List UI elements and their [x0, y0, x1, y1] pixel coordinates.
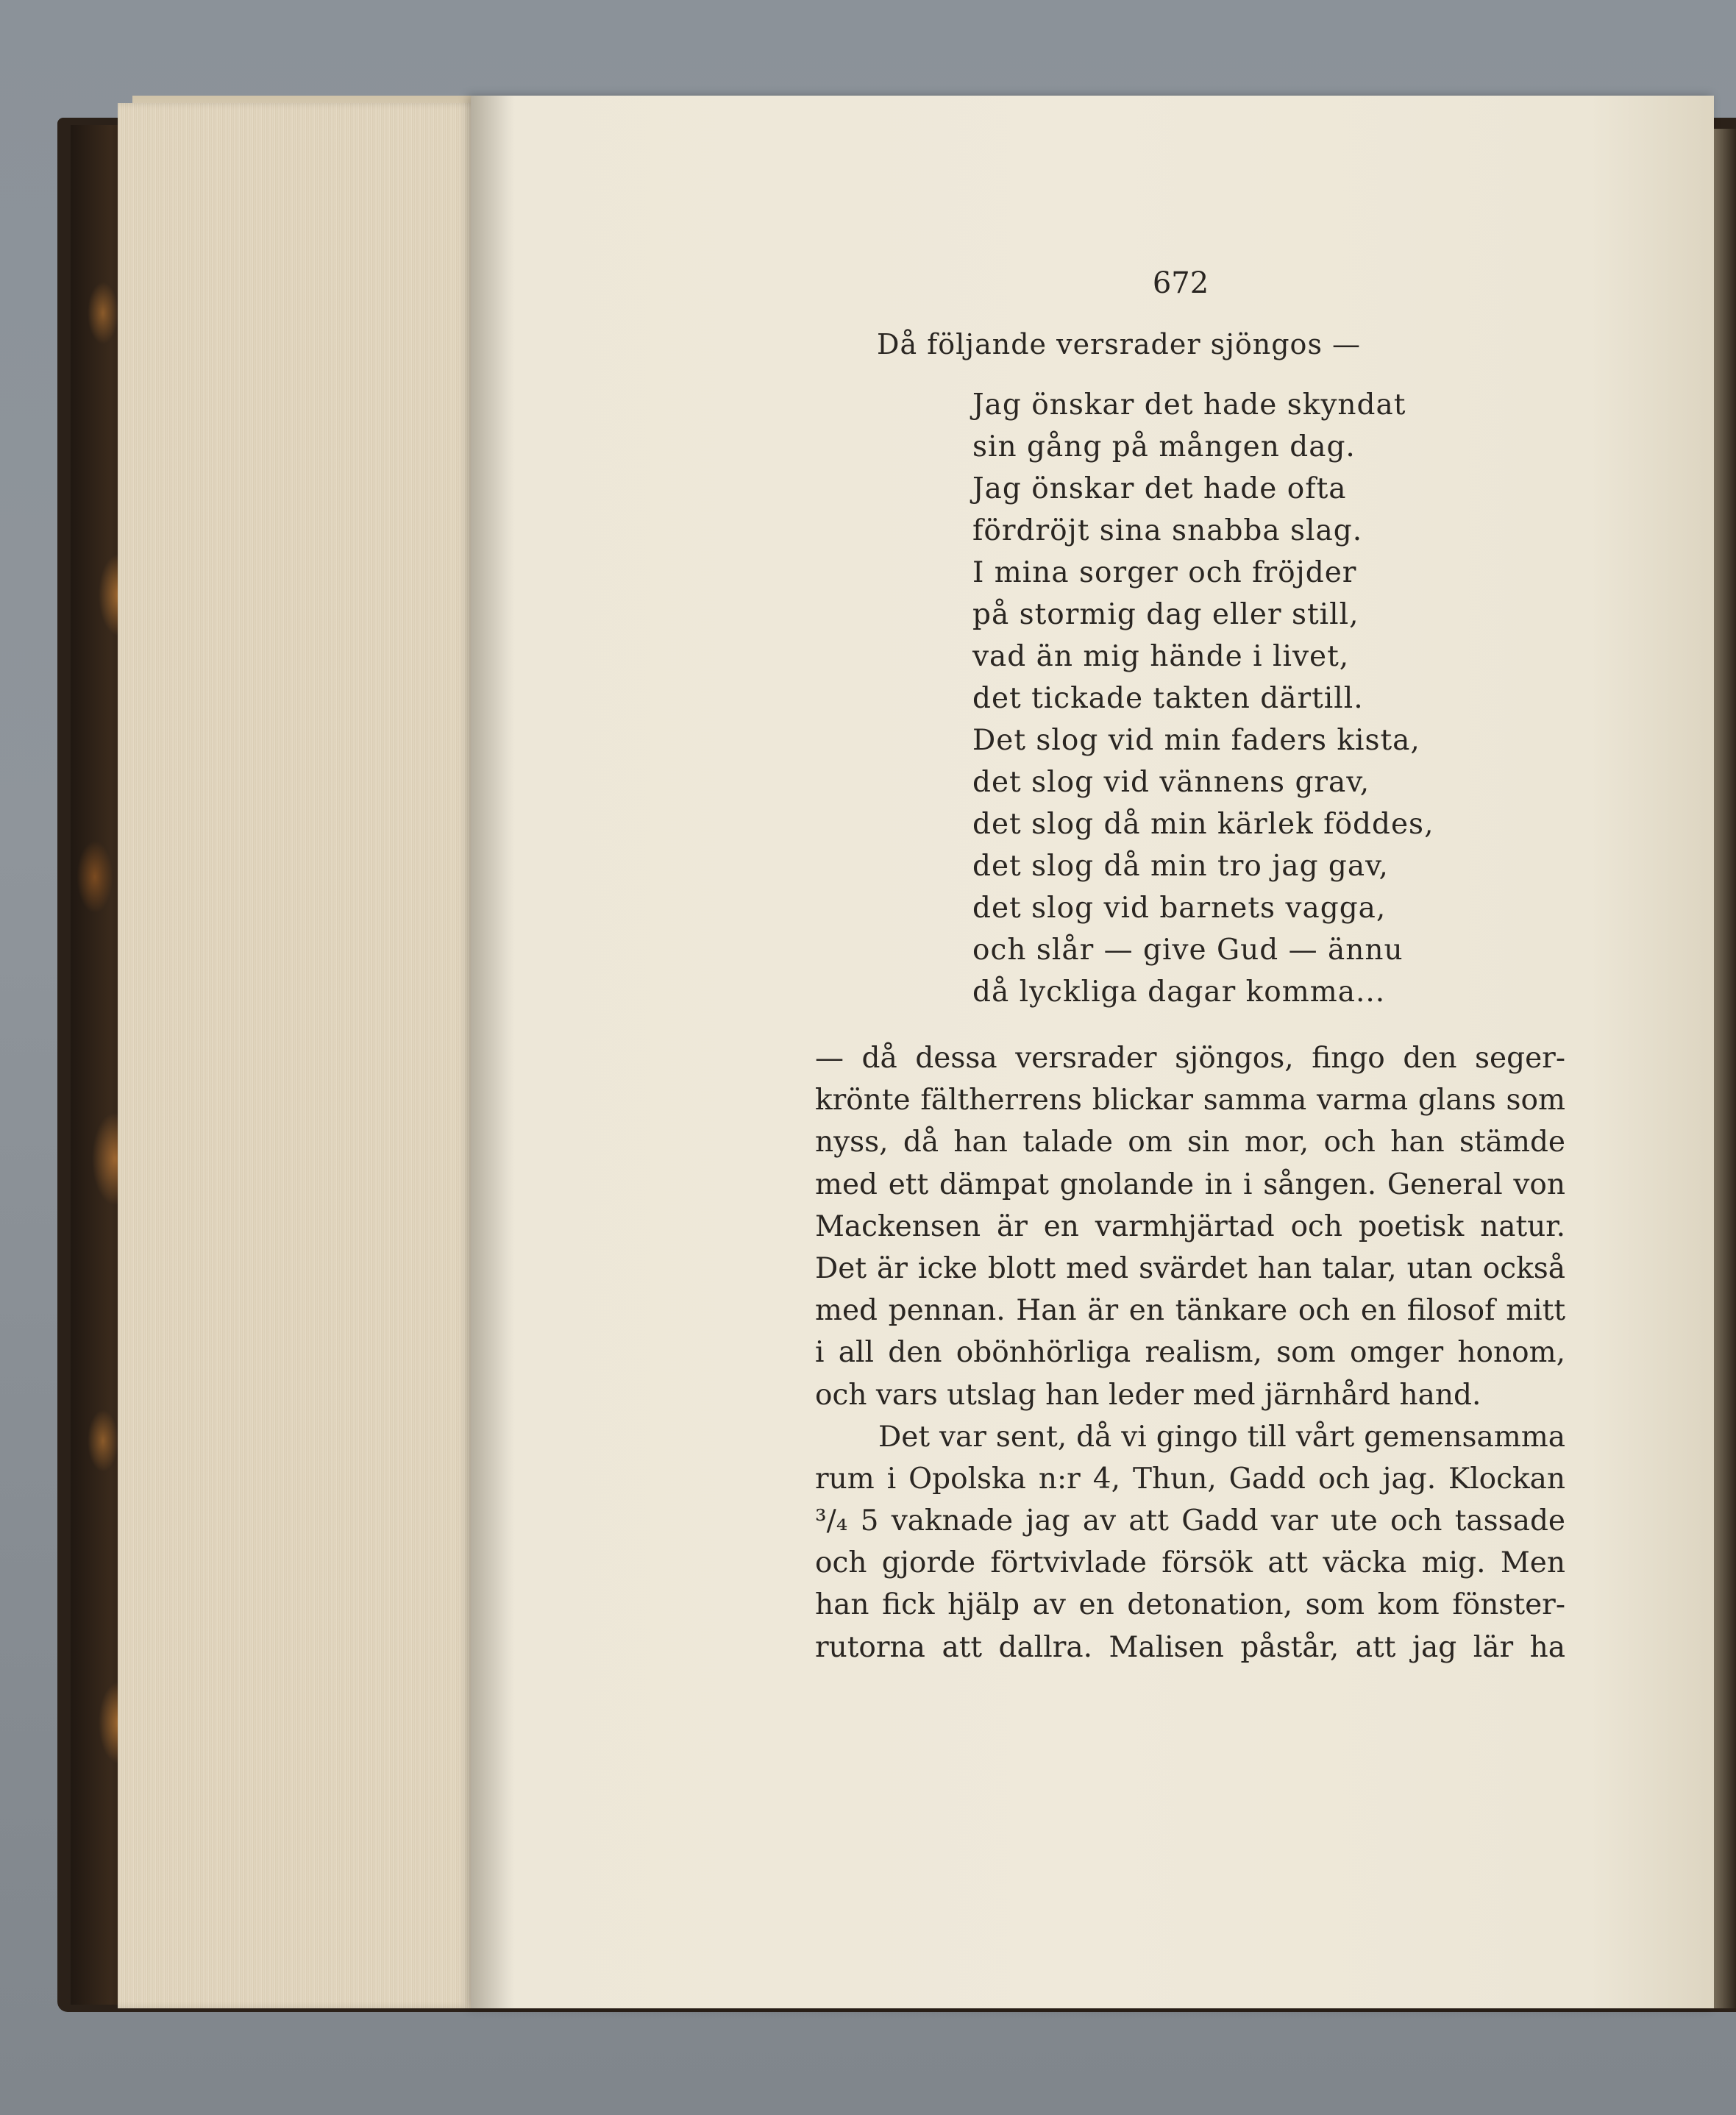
- poem-line: det tickade takten därtill.: [972, 682, 1364, 715]
- poem-line: då lyckliga dagar komma...: [972, 975, 1386, 1009]
- poem-line: och slår — give Gud — ännu: [972, 934, 1404, 967]
- poem-line: fördröjt sina snabba slag.: [972, 514, 1363, 547]
- prose-line: med ett dämpat gnolande in i sången. General von: [815, 1167, 1565, 1201]
- prose-line: med pennan. Han är en tänkare och en filosof mitt: [815, 1294, 1565, 1328]
- page-number: 672: [1152, 266, 1209, 300]
- page-block: [118, 103, 485, 2008]
- prose-line: rum i Opolska n:r 4, Thun, Gadd och jag. Klockan: [815, 1462, 1565, 1496]
- prose-line: i all den obönhörliga realism, som omger honom,: [815, 1336, 1565, 1370]
- prose-line: ³/₄ 5 vaknade jag av att Gadd var ute och tassade: [815, 1504, 1565, 1538]
- poem-line: vad än mig hände i livet,: [972, 640, 1350, 673]
- poem-line: det slog då min kärlek föddes,: [972, 808, 1434, 841]
- poem-line: det slog vid barnets vagga,: [972, 892, 1387, 925]
- prose-text: [815, 1037, 1565, 1668]
- poem-line: det slog då min tro jag gav,: [972, 850, 1389, 883]
- prose-line: — då dessa versrader sjöngos, fingo den seger-: [815, 1042, 1565, 1075]
- prose-line: och gjorde förtvivlade försök att väcka mig. Men: [815, 1546, 1565, 1580]
- prose-line: krönte fältherrens blickar samma varma glans som: [815, 1084, 1565, 1117]
- prose-line: Det är icke blott med svärdet han talar, utan också: [815, 1251, 1565, 1285]
- prose-line: nyss, då han talade om sin mor, och han stämde: [815, 1126, 1565, 1159]
- poem-line: Det slog vid min faders kista,: [972, 724, 1420, 757]
- prose-line: och vars utslag han leder med järnhård hand.: [815, 1378, 1481, 1412]
- prose-line: Det var sent, då vi gingo till vårt gemensamma: [878, 1420, 1565, 1454]
- poem-line: Jag önskar det hade skyndat: [972, 388, 1406, 422]
- poem-line: Jag önskar det hade ofta: [972, 472, 1347, 505]
- poem-line: sin gång på mången dag.: [972, 430, 1356, 463]
- page-gutter-shadow: [471, 96, 515, 2008]
- poem-line: det slog vid vännens grav,: [972, 766, 1370, 799]
- prose-line: rutorna att dallra. Malisen påstår, att jag lär ha: [815, 1630, 1565, 1664]
- prose-line: han fick hjälp av en detonation, som kom fönster-: [815, 1588, 1565, 1622]
- poem-line: I mina sorger och fröjder: [972, 556, 1357, 589]
- poem: [972, 384, 1502, 1013]
- prose-line: Mackensen är en varmhjärtad och poetisk natur.: [815, 1209, 1565, 1243]
- intro-line: Då följande versrader sjöngos —: [877, 328, 1362, 360]
- poem-line: på stormig dag eller still,: [972, 598, 1359, 631]
